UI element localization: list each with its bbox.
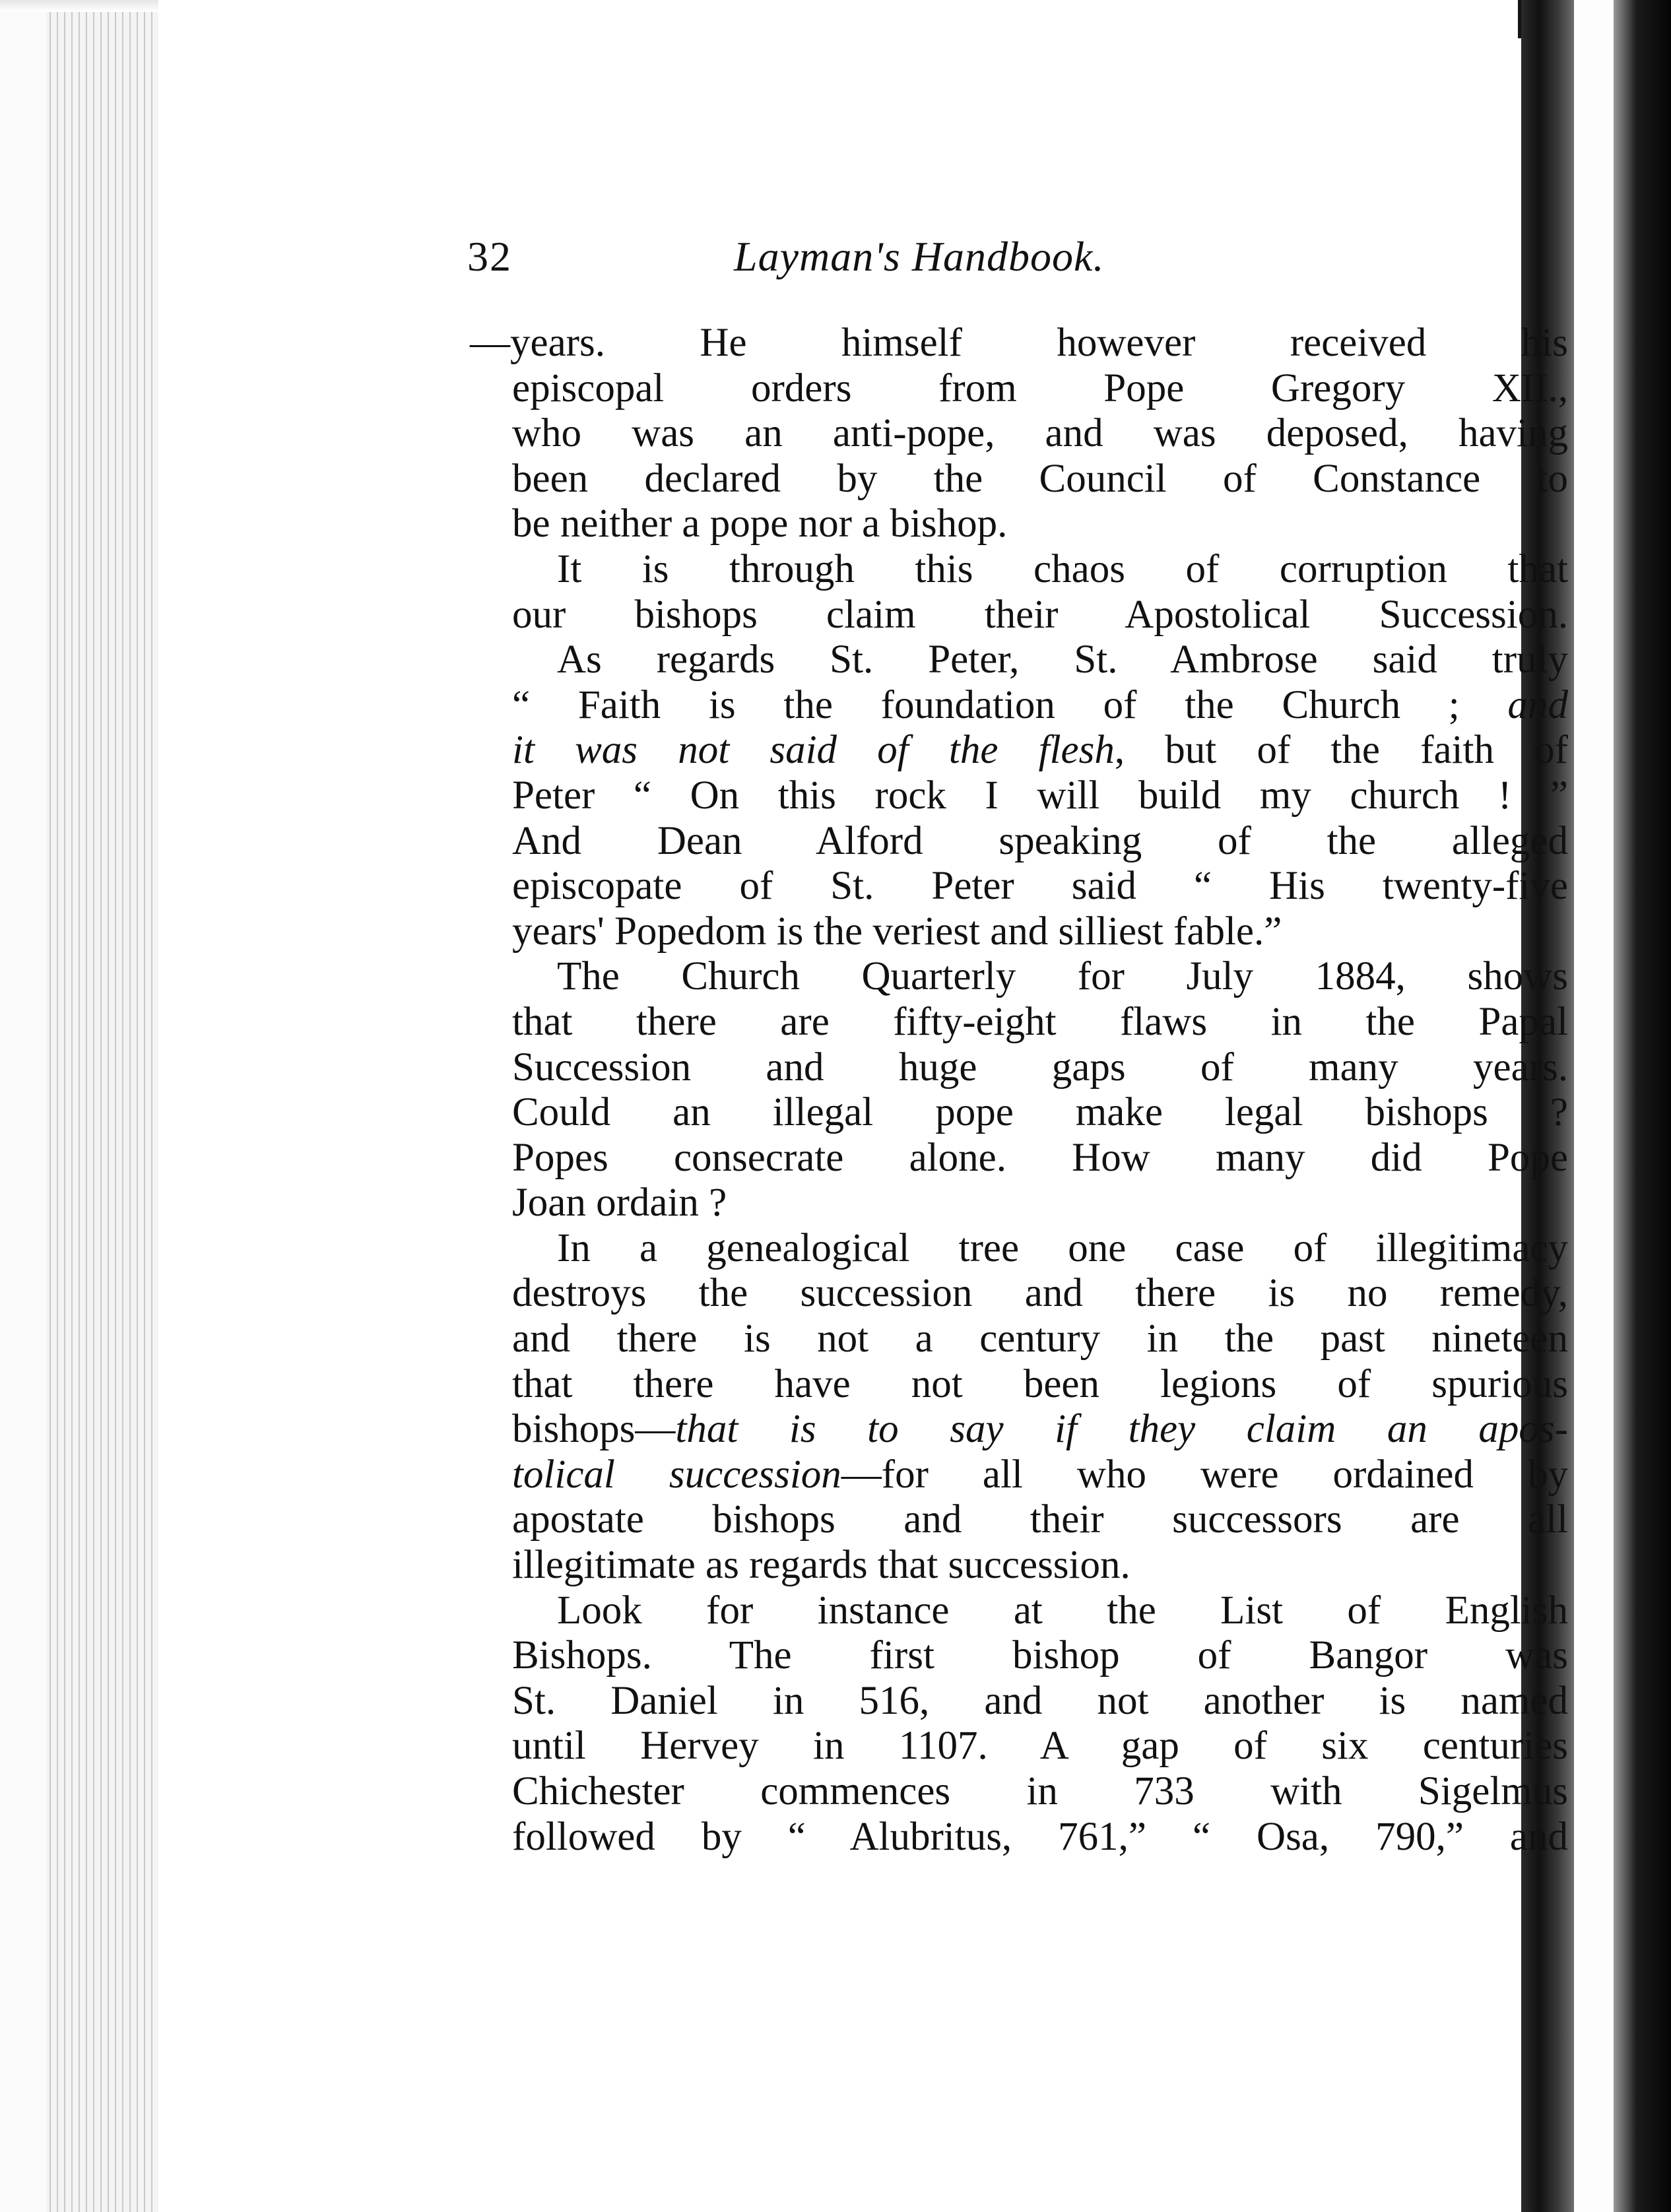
- text-line: tolical succession—for all who were ordained by: [512, 1452, 1568, 1497]
- text-line: our bishops claim their Apostolical Succession.: [512, 592, 1568, 637]
- text-line: illegitimate as regards that succession.: [512, 1543, 1130, 1588]
- body-text: [470, 321, 1568, 1860]
- text-line: be neither a pope nor a bishop.: [512, 502, 1008, 546]
- page-edge-stack: [0, 0, 160, 2212]
- paragraph-first-line: The Church Quarterly for July 1884, shows: [557, 954, 1568, 999]
- text-line: been declared by the Council of Constance to: [512, 456, 1568, 501]
- book-page: [158, 0, 1568, 2212]
- text-line: And Dean Alford speaking of the alleged: [512, 818, 1568, 863]
- text-line: followed by “ Alubritus, 761,” “ Osa, 790,” and: [512, 1814, 1568, 1859]
- text-line: that there are fifty-eight flaws in the Papal: [512, 999, 1568, 1044]
- text-line: bishops—that is to say if they claim an apos-: [512, 1407, 1568, 1452]
- paragraph-first-line: As regards St. Peter, St. Ambrose said truly: [557, 637, 1568, 682]
- text-line: —years. He himself however received his: [470, 321, 1568, 365]
- italic-span: that is to say if they claim an apos-: [675, 1407, 1568, 1452]
- paragraph-first-line: Look for instance at the List of English: [557, 1588, 1568, 1633]
- text-line: who was an anti-pope, and was deposed, having: [512, 411, 1568, 456]
- italic-span: tolical succession: [512, 1452, 841, 1497]
- text-line: years' Popedom is the veriest and silliest fable.”: [512, 909, 1282, 954]
- text-line: Bishops. The first bishop of Bangor was: [512, 1633, 1568, 1678]
- text-line: episcopate of St. Peter said “ His twenty-five: [512, 864, 1568, 909]
- running-title: Layman's Handbook.: [734, 233, 1105, 280]
- text-line: until Hervey in 1107. A gap of six centuries: [512, 1724, 1568, 1769]
- text-line: Could an illegal pope make legal bishops ?: [512, 1090, 1568, 1135]
- text-line: destroys the succession and there is no remedy,: [512, 1271, 1568, 1316]
- italic-span: it was not said of the flesh: [512, 728, 1115, 773]
- text-line: it was not said of the flesh, but of the faith of: [512, 728, 1568, 773]
- text-line: Joan ordain ?: [512, 1181, 727, 1225]
- running-head: [158, 232, 1518, 285]
- text-line: and there is not a century in the past nineteen: [512, 1317, 1568, 1361]
- italic-span: and: [1507, 682, 1568, 727]
- text-line: episcopal orders from Pope Gregory XII.,: [512, 366, 1568, 410]
- outer-binding: [1614, 0, 1671, 2212]
- paragraph-first-line: It is through this chaos of corruption that: [557, 546, 1568, 591]
- text-line: apostate bishops and their successors are all: [512, 1497, 1568, 1542]
- paragraph-first-line: In a genealogical tree one case of illegitimacy: [557, 1225, 1568, 1270]
- spine-gap: [1574, 0, 1614, 2212]
- page-number: 32: [467, 233, 512, 280]
- text-line: that there have not been legions of spurious: [512, 1361, 1568, 1406]
- text-line: Succession and huge gaps of many years.: [512, 1045, 1568, 1090]
- text-line: Peter “ On this rock I will build my church ! ”: [512, 773, 1568, 818]
- text-line: Chichester commences in 733 with Sigelmus: [512, 1769, 1568, 1813]
- text-line: St. Daniel in 516, and not another is named: [512, 1678, 1568, 1723]
- text-line: Popes consecrate alone. How many did Pope: [512, 1135, 1568, 1180]
- text-line: “ Faith is the foundation of the Church ; and: [512, 682, 1568, 727]
